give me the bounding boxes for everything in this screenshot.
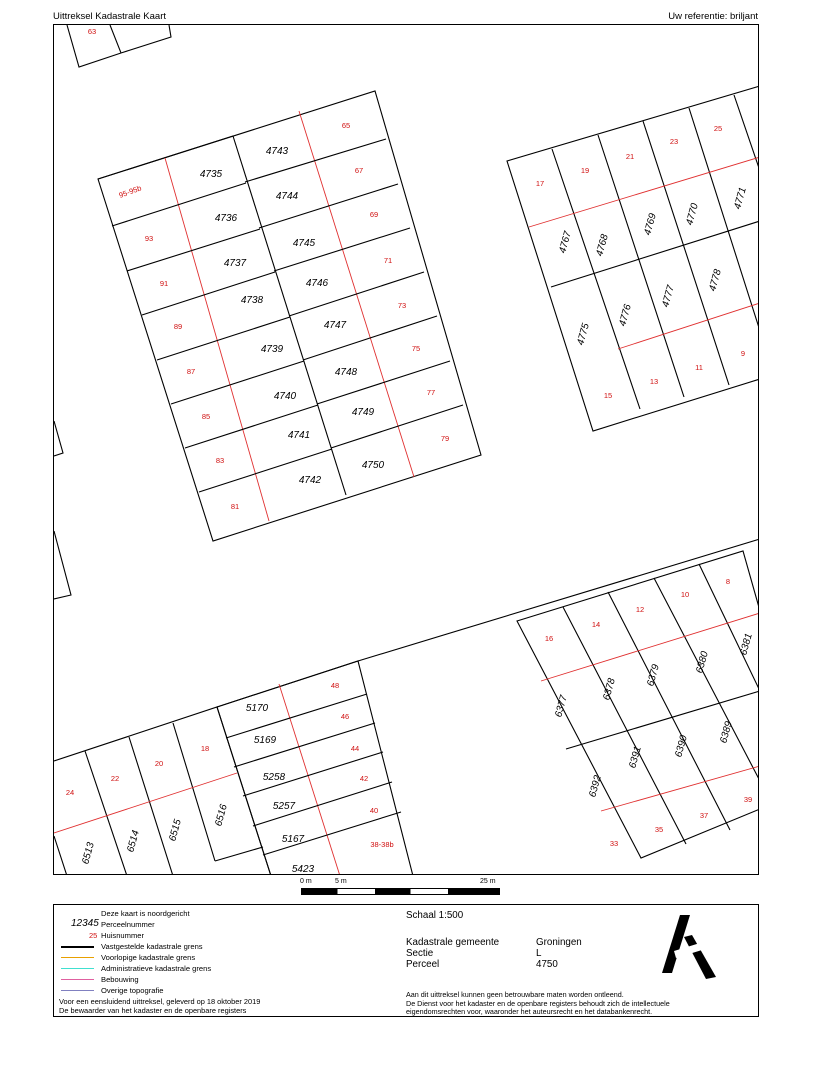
parcel-number-label: 4740 [273,391,297,402]
perceel-value: 4750 [536,959,558,970]
legend-line-black [61,946,94,948]
house-number-label: 12 [635,605,645,614]
parcel-number-label: 6377 [553,694,570,719]
parcel-number-label: 4777 [660,284,677,309]
house-number-label: 35 [654,825,664,834]
house-number-label: 25 [713,124,723,133]
house-number-label: 38-38b [370,840,394,849]
house-number-label: 71 [383,256,393,265]
parcel-number-label: 4748 [334,367,358,378]
house-number-label: 18 [200,744,210,753]
legend-panel: Deze kaart is noordgericht 12345 Perceelnummer 25 Huisnummer Vastgestelde kadastrale grens Voorlopige kadastrale grens Administratieve kadastrale grens Bebouwing Overige topografie Voor een eensluidend uittreksel, geleverd op 18 oktober 2019 De bewaarder van het kadaster en de openbare registers Schaal 1:500 Kadastrale gemeente Groningen Sectie L Perceel 4750 Aan dit uittreksel kunnen geen betrouwbare maten worden ontleend. De Dienst voor het kadaster en de openbare registers behoudt zich de intellectuele eigendomsrechten voor, waaronder het auteursrecht en het databankenrecht. [53,904,759,1017]
scale-bar [300,878,500,898]
parcel-number-label: 4744 [275,191,299,202]
parcel-number-label: 4776 [617,303,634,328]
house-number-label: 67 [354,166,364,175]
house-number-label: 14 [591,620,601,629]
gemeente-label: Kadastrale gemeente [406,937,500,948]
parcel-number-label: 6381 [738,632,755,657]
house-number-label: 63 [87,27,97,36]
scale-bar-graphic [301,888,500,895]
parcel-number-label: 4770 [684,202,701,227]
parcel-number-label: 4736 [214,213,238,224]
parcel-number-label: 4747 [323,320,347,331]
legend-sample-house: 25 [89,931,98,940]
parcel-number-label: 5170 [245,703,269,714]
house-number-label: 13 [649,377,659,386]
parcel-number-label: 4737 [223,258,247,269]
legend-sample-parcel: 12345 [71,918,99,929]
parcel-number-label: 5258 [262,772,286,783]
house-number-label: 22 [110,774,120,783]
house-number-label: 89 [173,322,183,331]
house-number-label: 33 [609,839,619,848]
legend-line-pink [61,979,94,980]
parcel-number-label: 6390 [673,734,690,759]
house-number-label: 42 [359,774,369,783]
parcel-number-label: 6378 [601,677,618,702]
house-number-label: 48 [330,681,340,690]
parcel-number-label: 6389 [718,720,735,745]
disclaimer-line-1: Aan dit uittreksel kunnen geen betrouwbare maten worden ontleend. [406,990,624,999]
house-number-label: 81 [230,502,240,511]
parcel-number-label: 6515 [167,818,184,843]
parcel-number-label: 4769 [642,212,659,237]
parcel-number-label: 6392 [587,774,604,799]
house-number-label: 10 [680,590,690,599]
scale-mid-label: 5 m [335,878,347,885]
house-number-label: 69 [369,210,379,219]
parcel-number-label: 4739 [260,344,284,355]
parcel-number-label: 4738 [240,295,264,306]
parcel-number-label: 4775 [575,322,592,347]
house-number-label: 39 [743,795,753,804]
disclaimer-line-2: De Dienst voor het kadaster en de openbare registers behoudt zich de intellectuele [406,998,670,1008]
reference-label: Uw referentie: briljant [668,11,758,22]
house-number-label: 37 [699,811,709,820]
house-number-label: 11 [695,363,703,372]
parcel-number-label: 4767 [557,230,574,255]
parcel-number-label: 4735 [199,169,223,180]
house-number-label: 23 [669,137,679,146]
sectie-label: Sectie [406,948,434,959]
parcel-number-label: 6379 [645,663,662,688]
footer-line-1: Voor een eensluidend uittreksel, geleverd op 18 oktober 2019 [59,997,261,1006]
parcel-number-label: 5169 [253,735,277,746]
scale-end-label: 25 m [480,878,496,885]
house-number-label: 21 [625,152,635,161]
house-number-label: 8 [725,577,731,586]
house-number-label: 19 [580,166,590,175]
house-number-label: 15 [603,391,613,400]
house-number-label: 95-95b [117,183,143,200]
parcel-number-label: 6513 [80,841,97,866]
house-number-label: 87 [186,367,196,376]
parcel-number-label: 4741 [287,430,311,441]
parcel-number-label: 4768 [594,233,611,258]
document-title: Uittreksel Kadastrale Kaart [53,11,166,22]
house-number-label: 9 [740,349,746,358]
cadastral-map[interactable] [53,24,759,875]
house-number-label: 20 [154,759,164,768]
disclaimer [406,991,670,1017]
scale-zero-label: 0 m [300,878,312,885]
house-number-label: 91 [159,279,169,288]
house-number-label: 17 [535,179,545,188]
house-number-label: 24 [65,788,75,797]
parcel-number-label: 4745 [292,238,316,249]
parcel-number-label: 6514 [125,829,142,854]
house-number-label: 83 [215,456,225,465]
scale-label: Schaal 1:500 [406,910,464,921]
house-number-label: 46 [340,712,350,721]
gemeente-value: Groningen [536,937,582,948]
legend-line-orange [61,957,94,958]
parcel-number-label: 4750 [361,460,385,471]
house-number-label: 85 [201,412,211,421]
house-number-label: 75 [411,344,421,353]
parcel-number-label: 4771 [732,186,749,211]
house-number-label: 79 [440,434,450,443]
parcel-number-label: 5257 [272,801,296,812]
disclaimer-line-3: eigendomsrechten voor, waaronder het auteursrecht en het databankenrecht. [406,1007,653,1017]
parcel-number-label: 4746 [305,278,329,289]
house-number-label: 65 [341,121,351,130]
legend-line-grey [61,990,94,991]
sectie-value: L [536,948,542,959]
house-number-label: 77 [426,388,436,397]
parcel-number-label: 4742 [298,475,322,486]
parcel-number-label: 6391 [627,745,644,770]
parcel-number-label: 4749 [351,407,375,418]
kadaster-logo-icon [660,913,716,979]
perceel-label: Perceel [406,959,440,970]
parcel-number-label: 6380 [694,650,711,675]
legend-line-cyan [61,968,94,969]
house-number-label: 16 [544,634,554,643]
parcel-number-label: 6516 [213,803,230,828]
parcel-number-label: 5423 [291,864,315,875]
house-number-label: 93 [144,234,154,243]
parcel-number-label: 5167 [281,834,305,845]
footer-line-2: De bewaarder van het kadaster en de openbare registers [59,1006,247,1015]
house-number-label: 40 [369,806,379,815]
parcel-number-label: 4778 [707,268,724,293]
house-number-label: 44 [350,744,360,753]
parcel-number-label: 4743 [265,146,289,157]
house-number-label: 73 [397,301,407,310]
